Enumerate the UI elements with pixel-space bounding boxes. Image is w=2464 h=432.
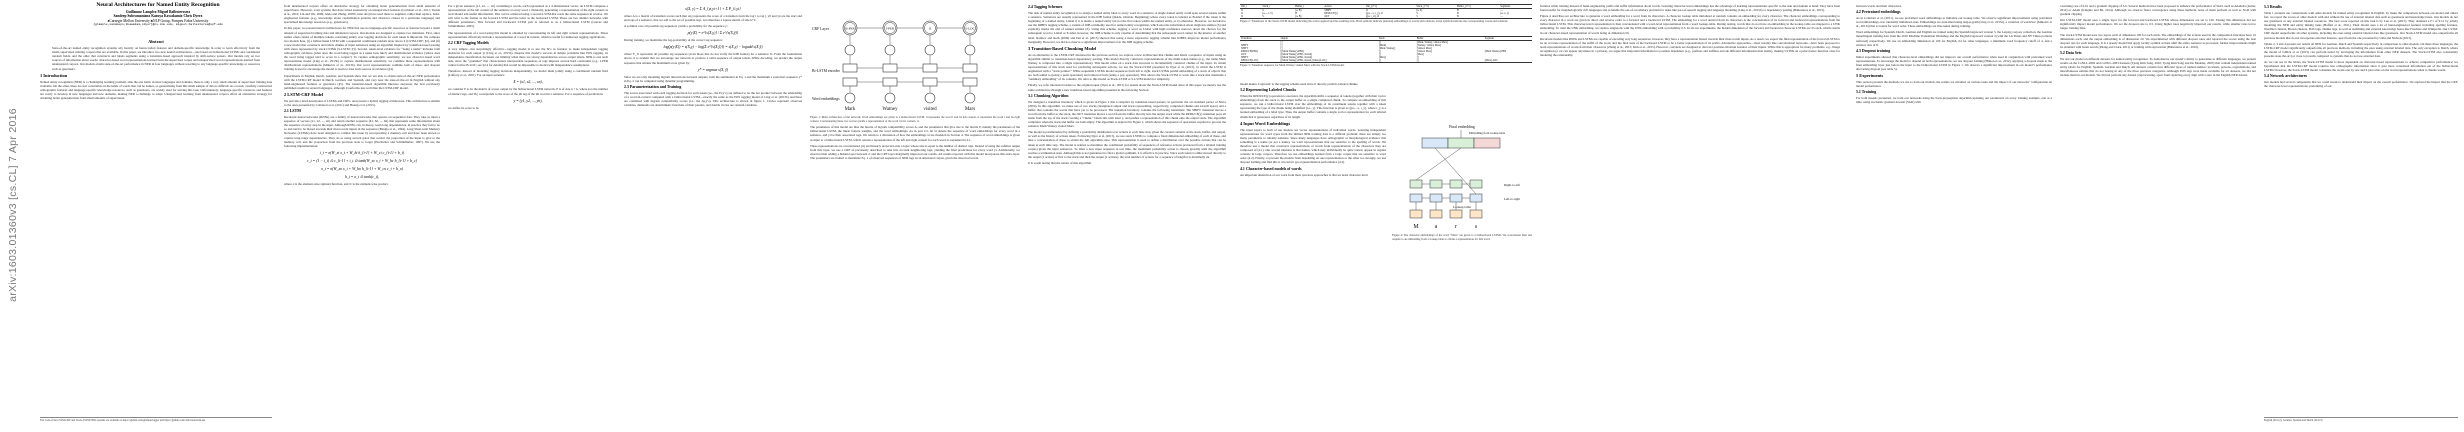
figure-caption: Figure 3: Transition sequence for Mark Watney visited Mars with the Stack-LSTM model. xyxy=(1240,63,1345,67)
column-left xyxy=(1856,4,2052,107)
paragraph: where σ is the element-wise sigmoid function, and ⊙ is the element-wise product. xyxy=(284,181,389,186)
input-character: r xyxy=(1455,224,1457,230)
figure-1 xyxy=(810,6,1020,123)
paragraph: The input layers to both of our models are vector representations of individual words. Learning independent representations for word types from the limited NER training data is a difficult problem: there are simply too many parameters to reliably estimate. Since many languages have orthographic or morphological evidence that something is a name (or not a name), we want representations that are sensitive to the spelling of words. We therefore use a model that constructs representations of words from representations of the characters they are composed of (4.1). Our second intuition is that names, which may individually be quite varied, appear in regular contexts in large corpora. Therefore we use embeddings learned from a large corpus that are sensitive to word order (4.2). Finally, to prevent the models from depending on one representation or the other too strongly, we use dropout training and find this is crucial for good generalization performance (4.3). xyxy=(1240,127,1386,165)
crf-tag-label: B-PER xyxy=(845,26,855,31)
sequence-cell: [] xyxy=(1378,59,1416,63)
input-word: Mark xyxy=(844,107,856,112)
paragraph: model makes it agnostic to the tagging scheme used since it directly predicts labeled chunks. xyxy=(1240,82,1359,86)
equation: X = (x1, x2, ..., xn), xyxy=(513,80,543,85)
backward-lstm-node xyxy=(883,64,897,72)
figure-caption: Figure 1: Main architecture of the network. Word embeddings are given to a bidirectional LSTM. li represents the word i and its left context, ri represents the word i and its right context. Concatenating these two vectors yields a representation of the word i in its context, ci. xyxy=(810,115,1020,123)
paragraph: Finally, we refer interested readers to the original paper (Dyer et al., 2015) for details about the Stack-LSTM model since in this paper we merely use the same architecture through a new transition-based algorithm presented in the following Section. xyxy=(1028,83,1226,92)
backward-output xyxy=(1448,138,1474,148)
transitions-cell: SHIFT xyxy=(1324,9,1332,12)
right-to-left-label: Right-to-left xyxy=(1504,183,1520,187)
backward-char-lstm xyxy=(1470,180,1482,188)
char-embedding xyxy=(1410,210,1422,218)
author-line: Guillaume Lample♠ Miguel Ballesteros♣♠ xyxy=(125,10,191,14)
sequence-cell: (Mark Watney)-PER xyxy=(1484,50,1507,53)
section-heading: 3 Transition-Based Chunking Model xyxy=(1028,45,1097,51)
paragraph: The model is parameterized by defining a probability distribution over actions at each time step, given the current contents of the stack, buffer, and output, as well as the history of actions taken. Following Dyer et al. (2015), we use stack LSTMs to compute a fixed dimensional embedding of each of these, and take a concatenation of these to obtain the full algorithm state. This representation is used to define a distribution over the possible actions that can be taken at each time step. The model is trained to maximize the conditional probability of sequences of reference actions (extracted from a labeled training corpus) given the input sentences. To label a new input sequence at test time, the maximum probability action is chosen greedily until the algorithm reaches a termination state. Although this is not guaranteed to find a global optimum, it is effective in practice. Since each token is either moved directly to the output (1 action) or first to the stack and then the output (2 actions), the total number of actions for a sequence of length n is maximally 2n. xyxy=(1028,130,1226,159)
affiliation: ♠Carnegie Mellon University ♣NLP Group, Pompeu Fabra University xyxy=(107,18,209,23)
char-embedding xyxy=(1430,210,1442,218)
paragraph: Recurrent neural networks (RNNs) are a family of neural networks that operate on sequential data. They take as input a sequence of vectors (x1, x2, ..., xn) and return another sequence (h1, h2, ..., hn) that represents some information about the sequence at every step in the input. Although RNNs can, in theory, learn long dependencies, in practice they fail to do so and tend to be biased towards their most recent inputs in the sequence (Bengio et al., 1994). Long Short-term Memory Networks (LSTMs) have been designed to combat this issue by incorporating a memory-cell and have been shown to capture long-range dependencies. They do so using several gates that control the proportion of the input to give to the memory cell, and the proportion from the previous state to forget (Hochreiter and Schmidhuber, 1997). We use the following implementation: xyxy=(284,115,440,148)
paragraph: In this paper, we present neural architectures for NER that use no language-specific resources or features beyond a small amount of supervised training data and unlabeled corpora. Our models are designed to capture two intuitions. First, since names often consist of multiple tokens, reasoning jointly over tagging decisions for each token is important. We compare two models here, (i) a bidirectional LSTM with a sequential conditional random layer above it (LSTM-CRF; §2), and (ii) a new model that constructs and labels chunks of input sentences using an algorithm inspired by transition-based parsing with states represented by stack LSTMs (S-LSTM; §3). Second, token-level evidence for “being a name” includes both orthographic evidence (what does the word being tagged as a name look like?) and distributional evidence (where does the word being tagged tend to occur in a corpus?). To capture orthographic sensitivity, we use character-based word representation model (Ling et al., 2015b) to capture distributional sensitivity, we combine these representations with distributional representations (Mikolov et al., 2013b). Our word representations combine both of these, and dropout training is used to encourage the model to learn to trust both sources of evidence (§4). xyxy=(284,26,440,72)
paragraph: where A is a matrix of transition scores such that Ai,j represents the score of a transition from the tag i to tag j. y0 and yn are the start and end tags of a sentence, that we add to the set of possible tags. A is therefore a square matrix of size k+2. xyxy=(624,14,802,23)
paragraph: This section presents the methods we use to train our models, the results we obtained on various tasks and the impact of our networks’ configuration on model performance. xyxy=(1856,80,2052,89)
paragraph: The representation of a word using this model is obtained by concatenating its left and right context representations. These representations effectively include a representation of a word in context, which is useful for numerous tagging applications. xyxy=(448,30,608,39)
subsection-heading: 5.1 Training xyxy=(1856,90,1877,95)
sequence-header-cell: Transition xyxy=(1240,37,1280,41)
paragraph: Table 1 presents our comparisons with other models for named entity recognition in English. To make the comparison between our model and others fair, we report the scores of other models with and without the use of external labeled data such as gazetteers and knowledge bases. Our models do not use gazetteers or any external labeled resources. The best score reported on this task is by Luo et al. (2015). They obtained a F1 of 91.2 by jointly modeling the NER and entity linking tasks (Hoffart et al., 2011). Their model uses a lot of hand-engineered features including spelling features, WordNet clusters, Brown clusters, POS tags, chunks tags, as well as stemming and external knowledge bases like Freebase and Wikipedia. Our LSTM-CRF model outperforms all other systems, including the ones using external labeled data like gazetteers. Our Stack-LSTM model also outperforms all previous models that do not incorporate external features, apart from the one presented by Chiu and Nichols (2015). xyxy=(2264,11,2458,40)
bilstm-label: Bi-LSTM encoder xyxy=(812,69,840,73)
input-word: Watney xyxy=(882,107,898,112)
transitions-cell: (u...v, y) xyxy=(1500,12,1509,15)
paragraph: For both models presented, we train our networks using the back-propagation algorithm updating our parameters on every training example, one at a time, using stochastic gradient descent (SGD) with xyxy=(1856,96,2052,105)
sequence-cell: [] xyxy=(1416,59,1484,63)
paragraph: As we can see in the tables, the Stack-LSTM model is more dependent on character-based representations to achieve competitive performance; we hypothesize that the LSTM-CRF model requires less orthographic information since it gets more contextual information out of the bidirectional LSTMs; however, the Stack-LSTM model consumes the words one by one and it just relies on the word representations when it chunks words. xyxy=(2264,60,2458,73)
transitions-cell: B xyxy=(1456,12,1459,15)
transitions-cell: O xyxy=(1240,15,1261,19)
transitions-row xyxy=(1240,15,1532,19)
paragraph: Recurrent models like RNNs and LSTMs are capable of encoding very long sequences, however, they have a representation biased towards their most recent inputs. As a result, we expect the final representation of the forward LSTM to be an accurate representation of the suffix of the word, and the final state of the backward LSTM to be a better representation of its prefix. Alternative approaches—most notably like convolutional networks—have been proposed to learn representations of words from their characters (Zhang et al., 2015; Kim et al., 2015). However, convnets are designed to discover position-invariant features of their inputs. While this is appropriate for many problems, e.g., image recognition (a cat can appear anywhere in a picture), we argue that important information is position dependent (e.g., prefixes and suffixes encode different information than stems), making LSTMs an a priori better function class for modeling the relationship xyxy=(1540,36,1840,58)
transitions-cell: REDUCE(y) xyxy=(1324,12,1338,15)
paragraph: Since we are only modeling bigram interactions between outputs, both the summation in Eq. 1 and the maximum a posteriori sequence y* in Eq. 2 can be computed using dynamic programming. xyxy=(624,74,802,83)
word-lookup-embedding xyxy=(1474,138,1500,148)
subsection-heading: 2.3 Parameterization and Training xyxy=(624,84,682,89)
paragraph: As in Collobert et al. (2011), we use pretrained word embeddings to initialize our lookup table. We observe significant improvements using pretrained word embeddings over randomly initialized ones. Embeddings are pretrained using skip-n-gram (Ling et al., 2015a), a variation of word2vec (Mikolov et al., 2013a) that accounts for word order. These embeddings are fine-tuned during training. xyxy=(1856,16,2052,29)
forward-lstm-node xyxy=(883,78,897,86)
paragraph: Our LSTM-CRF model uses a single layer for the forward and backward LSTMs whose dimensions are set to 100. Tuning this dimension did not significantly impact model performance. We set the dropout rate to 0.5. Using higher rates negatively impacted our results, while smaller rates led to longer training time. xyxy=(2060,18,2256,31)
concat-node xyxy=(965,45,975,55)
input-character: s xyxy=(1474,224,1478,230)
transitions-cell: B xyxy=(1456,15,1499,19)
sequence-cell: [(Mark Watney)-PER, visited] xyxy=(1280,56,1313,59)
paragraph: During training, we maximize the log-probability of the correct tag sequence: xyxy=(624,38,723,43)
transitions-cell: (u, S) xyxy=(1416,9,1423,12)
equation: i_t = σ(W_xi x_t + W_hi h_{t-1} + W_ci c_{t-1} + b_i) xyxy=(319,150,405,155)
sequence-cell: [visited, Mars] xyxy=(1416,50,1433,53)
sequence-cell: REDUCE(LOC) xyxy=(1240,59,1280,63)
transitions-cell: O xyxy=(1241,9,1243,12)
transitions-cell: S xyxy=(1416,12,1418,15)
sequence-cell: [] xyxy=(1280,47,1283,50)
equation: y* = argmax s(X, ỹ) xyxy=(697,67,729,72)
sequence-cell: [(Mark Watney)-PER, visited, (Mars)-LOC] xyxy=(1280,59,1378,63)
column-right xyxy=(1540,4,1840,59)
paragraph: A softmax over all possible tag sequences yields a probability for the sequence y: xyxy=(624,24,728,29)
paragraph: Named entity recognition (NER) is a challenging learning problem. One the one hand, in most languages and domains, there is only a very small amount of supervised training data available. On the other, there are few constraints on the kinds of words that can be names, so generalizing from this small sample of data is difficult. As a result, carefully constructed orthographic features and language-specific knowledge resources, such as gazetteers, are widely used for solving this task. Unfortunately, language-specific resources and features are costly to develop in new languages and new domains, making NER a challenge to adapt. Unsupervised learning from unannotated corpora offers an alternative strategy for obtaining better generalization from small amounts of supervision. xyxy=(40,79,272,101)
concat-node xyxy=(925,45,935,55)
transitions-header-cell: Buffer_t xyxy=(1294,5,1323,9)
column-right xyxy=(448,4,608,112)
column-middle xyxy=(2060,4,2256,79)
column-middle xyxy=(284,4,440,188)
sequence-cell: [] xyxy=(1280,44,1283,47)
transitions-cell: g(u,...,v, r_y), O xyxy=(1365,12,1383,15)
backward-lstm-node xyxy=(843,64,857,72)
edge xyxy=(1416,148,1461,180)
subsection-heading: 2.2 CRF Tagging Models xyxy=(448,40,489,45)
column-left xyxy=(624,4,802,109)
equation: h_t = o_t ⊙ tanh(c_t), xyxy=(344,174,380,179)
sequence-cell: OUT xyxy=(1241,53,1247,56)
paragraph: a learning rate of 0.01 and a gradient clipping of 5.0. Several methods have been proposed to enhance the performance of SGD, such as Adadelta (Zeiler, 2012) or Adam (Kingma and Ba, 2014). Although we observe faster convergence using these methods, none of them perform as well as SGD with gradient clipping. xyxy=(2060,4,2256,17)
column-middle xyxy=(810,4,1020,162)
abstract-text: State-of-the-art named entity recognition systems rely heavily on hand-crafted features and domain-specific knowledge in order to learn effectively from the small, supervised training corpora that are available. In this paper, we introduce two new neural architectures—one based on bidirectional LSTMs and conditional random fields, and the other that constructs and labels segments using a transition-based approach inspired by shift-reduce parsers. Our models rely on two sources of information about words: character-based word representations learned from the supervised corpus and unsupervised word representations learned from unannotated corpora. Our models obtain state-of-the-art performance in NER in four languages without resorting to any language-specific knowledge or resources such as gazetteers. xyxy=(52,46,260,71)
transitions-cell: B xyxy=(1456,9,1459,12)
paragraph: For a given sentence (x1, x2, ..., xn) containing n words, each represented as a d-dimensional vector, an LSTM computes a representation of the left context of the sentence at every word t. Naturally, generating a representation of the right context as well should add useful information. This can be achieved using a second LSTM that reads the same sequence in reverse. We will refer to the former as the forward LSTM and the latter as the backward LSTM. These are two distinct networks with different parameters. This forward and backward LSTM pair is referred to as a bidirectional LSTM (Graves and Schmidhuber, 2005). xyxy=(448,4,608,29)
paragraph: between words and their characters. xyxy=(1856,4,1902,8)
subsection-heading: 5.4 Network architectures xyxy=(2264,74,2307,79)
page-4 xyxy=(1848,0,2464,432)
column-left xyxy=(1240,82,1386,179)
figure-4 xyxy=(1392,82,1532,241)
char-embedding xyxy=(1470,210,1482,218)
transitions-header-cell: Action xyxy=(1323,5,1365,9)
sequence-header-cell: Stack xyxy=(1378,37,1416,41)
equation: s(X, y) = Σ A_{yi,yi+1} + Σ P_{i,yi} xyxy=(685,7,741,11)
paragraph: we define its score to be xyxy=(448,105,479,110)
sequence-cell: [] xyxy=(1378,50,1381,53)
equation: o_t = σ(W_xo x_t + W_ho h_{t-1} + W_co c_t + b_o) xyxy=(320,166,404,171)
figure-caption: Figure 2: Transitions of the Stack-LSTM model indicating the action applied and the resulting state. Bold symbols indicate (learned) embeddings of words and relations, script symbols indicate the corresponding words and relations. xyxy=(1240,19,1509,23)
page-2 xyxy=(616,0,1232,432)
backward-lstm-node xyxy=(963,64,977,72)
paragraph: The stack-LSTM model uses two layers each of dimension 100 for each stack. The embeddings of the actions used in the composition functions have 16 dimensions each, and the output embedding is of dimension 20. We experimented with different dropout rates and reported the scores using the best dropout rate for each language. It is a greedy model that apply locally optimal actions until the entire sentence is processed, further improvements might be obtained with beam search (Zhang and Clark, 2011) or training with exploration (Ballesteros et al., 2016). xyxy=(2060,32,2256,49)
forward-output xyxy=(1422,138,1448,148)
sequence-cell: [(Mark Watney)-PER, visited] xyxy=(1280,53,1313,56)
sequence-cell: [Mark, Watney] xyxy=(1378,47,1396,50)
figure-2 xyxy=(1240,4,1532,24)
transitions-header-cell: Segments xyxy=(1499,5,1532,9)
sequence-cell: SHIFT xyxy=(1241,47,1249,50)
figure-4-diagram xyxy=(1392,82,1532,232)
subsection-heading: 5.2 Data Sets xyxy=(2060,50,2082,55)
subsection-heading: 4.2 Pretrained embeddings xyxy=(1856,10,1901,15)
section-heading: 4 Input Word Embeddings xyxy=(1240,120,1291,126)
abstract-heading: Abstract xyxy=(148,39,164,44)
author-line: Sandeep Subramanian♠ Kazuya Kawakami♠ Chris Dyer♠ xyxy=(113,14,203,19)
paragraph: from unannotated corpora offers an alternative strategy for obtaining better generalization from small amounts of supervision. However, even systems that have relied extensively on unsupervised features (Collobert et al., 2011; Turian et al., 2010; Lin and Wu, 2009; Ando and Zhang, 2005b, inter alia) have used these to augment, rather than replace, hand-engineered features (e.g., knowledge about capitalization patterns and character classes in a particular language) and specialized knowledge resources (e.g., gazetteers). xyxy=(284,4,440,25)
sequence-cell: (Mars)-LOC xyxy=(1484,59,1532,63)
transitions-header-cell: Buffer_{t+1} xyxy=(1456,5,1499,9)
paper-title: Neural Architectures for Named Entity Recognition xyxy=(96,2,220,8)
char-embedding xyxy=(1450,210,1462,218)
transitions-cell: OUT xyxy=(1323,15,1365,19)
transitions-cell: — xyxy=(1499,15,1532,19)
transitions-cell: S xyxy=(1262,9,1264,12)
paragraph: we consider P to be the matrix of scores output by the bidirectional LSTM network. P is of size n × k, where k is the number of distinct tags, and Pi,j corresponds to the score of the jth tag of the ith word in a sentence. For a sequence of predictions xyxy=(448,87,608,96)
equation: y = (y1, y2, ..., yn), xyxy=(513,98,543,103)
emails: {glample,sandeeps,kkawakam,cdyer}@cs.cmu.edu, miguel.ballesteros@upf.edu xyxy=(93,23,223,27)
paragraph: Initial experiments showed that character-level embeddings did not improve our overall performance when used in conjunction with pretrained word representations. To encourage the model to depend on both representations, we use dropout training (Hinton et al., 2012), applying a dropout mask to the final embedding layer just before the input to the bidirectional LSTM in Figure 1. We observe a significant improvement in our model’s performance after using dropout (see table 5). xyxy=(1856,54,2052,72)
transitions-cell: (u, B) xyxy=(1295,9,1302,12)
backward-char-lstm xyxy=(1410,180,1422,188)
sequence-cell: [(Mark Watney)-PER] xyxy=(1280,50,1304,53)
transitions-cell: — xyxy=(1500,9,1503,12)
forward-char-lstm xyxy=(1450,194,1462,202)
section-heading: 1 Introduction xyxy=(40,72,68,78)
transitions-cell: (u,...,v, S) xyxy=(1262,12,1273,15)
backward-lstm-node xyxy=(923,64,937,72)
page-1 xyxy=(0,0,616,432)
paragraph: Tables 2, 3 and 4 present our results on NER for German, Dutch and Spanish respectively in comparison to other models. On these three languages, the LSTM-CRF model significantly outperforms all previous methods, including the ones using external labeled data. The only exception is Dutch, where the model of Gillick et al. (2015) can perform better by leveraging the information from other NER datasets. The Stack-LSTM also consistently presents state-the-art (or close to) results compared to systems that do not use external data. xyxy=(2264,41,2458,58)
sequence-cell: [Watney, visited, Mars] xyxy=(1416,44,1441,47)
transitions-header-cell: Out_t xyxy=(1240,5,1261,9)
paragraph: A very simple—but surprisingly effective—tagging model is to use the ht’s as features to make independent tagging decisions for each output yt (Ling et al., 2015b). Despite this model’s success in simple problems like POS tagging, its independent classification decisions are limiting when there are strong dependencies across output labels. NER is one such task, since the “grammar” that characterizes interpretable sequences of tags imposes several hard constraints (e.g., I-PER cannot follow B-LOC; see §2.4 for details) that would be impossible to model with independence assumptions. xyxy=(448,46,608,68)
equation: log(p(y|X)) = s(X,y) − log(Σ e^{s(X,ỹ)}) = s(X,y) − logadd s(X,ỹ) xyxy=(663,45,763,50)
subsection-heading: 3.2 Representing Labeled Chunks xyxy=(1240,88,1297,93)
transitions-cell: S xyxy=(1261,15,1294,19)
word-embedding-node xyxy=(885,93,895,103)
subsection-heading: 2.1 LSTM xyxy=(284,109,301,114)
transitions-cell: B xyxy=(1295,12,1297,15)
forward-lstm-node xyxy=(963,78,977,86)
equation: c_t = (1 − i_t) ⊙ c_{t-1} + i_t ⊙ tanh(W_xc x_t + W_hc h_{t-1} + b_c) xyxy=(307,158,417,163)
backward-char-lstm xyxy=(1430,180,1442,188)
paragraph: We provide a brief description of LSTMs and CRFs, and present a hybrid tagging architecture. This architecture is similar to the ones presented by Collobert et al. (2011) and Huang et al. (2015). xyxy=(284,98,440,107)
forward-lstm-node xyxy=(843,78,857,86)
paragraph: Word embeddings for Spanish, Dutch, German and English are trained using the Spanish Gigaword version 3, the Leipzig corpora collection, the German monolingual training data from the 2010 Machine Translation Workshop and the English Gigaword version 4 (with the LA Times and NY Times portions removed) respectively. We use an embedding dimension of 100 for English, 64 for other languages, a minimum word frequency cutoff of 4, and a window size of 8. xyxy=(1856,30,2052,47)
word-embedding-node xyxy=(965,93,975,103)
paragraph: It is worth noting that the nature of this algorithm xyxy=(1028,160,1092,165)
paragraph: When the REDUCE(y) operation is executed, the algorithm shifts a sequence of tokens (together with their vector embeddings) from the stack to the output buffer as a single completed chunk. To compute an embedding of this sequence, we run a bidirectional LSTM over the embeddings of its constituent tokens together with a token representing the type of the chunk being identified (i.e., y). This function is given as g(u,...,v, r_y), where r_y is a learned embedding of a label type. Thus, the output buffer contains a single vector representation for each labeled chunk that is generated, regardless of its length. xyxy=(1240,94,1386,119)
paragraph: These representations are concatenated (ci) and linearly projected onto a layer whose size is equal to the number of distinct tags. Instead of using the softmax output from this layer, we use a CRF as previously described to take into account neighboring tags, yielding the final predictions for every word yi. Additionally, we observed that adding a hidden layer between ci and the CRF layer marginally improved our results. All results reported with this model incorporate this extra-layer. The parameters are trained to maximize Eq. 1 of observed sequences of NER tags in an annotated corpus, given the observed words. xyxy=(810,143,1020,160)
transitions-header-cell: Stack_{t+1} xyxy=(1415,5,1456,9)
subsection-heading: 5.3 Results xyxy=(2264,5,2282,9)
transitions-header-cell: Stack_t xyxy=(1261,5,1294,9)
transitions-cell: g(u, r_∅), O xyxy=(1365,15,1415,19)
author-block xyxy=(40,10,276,28)
transitions-header-cell: Out_{t+1} xyxy=(1365,5,1415,9)
transitions-cell: O xyxy=(1365,9,1368,12)
transitions-cell: S xyxy=(1415,15,1456,19)
paragraph: Figure 4 describes our architecture to generate a word embedding for a word from its characters. A character lookup table initialized at random contains an embedding for every character. The character embeddings corresponding to every character in a word are given in direct and reverse order to a forward and a backward LSTM. The embedding for a word derived from its characters is the concatenation of its forward and backward representations from the bidirectional LSTM. This character-level representation is then concatenated with a word-level representation from a word lookup-table. During testing, words that do not have an embedding in the lookup table are mapped to a UNK embedding. To train the UNK embedding, we replace singletons with the UNK embedding with a probability 0.5. In all our experiments, the hidden dimension of the forward and backward character LSTMs are 25 each, which results in our character-based representation of words being of dimension 50. xyxy=(1540,14,1840,35)
column-left xyxy=(40,38,272,102)
sequence-cell: [] xyxy=(1378,41,1381,44)
forward-char-lstm xyxy=(1410,194,1422,202)
forward-char-lstm xyxy=(1430,194,1442,202)
subsection-heading: 4.3 Dropout training xyxy=(1856,48,1891,53)
section-heading: 5 Experiments xyxy=(1856,73,1884,79)
sequence-cell: [Mars] xyxy=(1378,56,1386,59)
paragraph: The scores associated with each tagging decision for each token (i.e., the Pi,y’s) are defined to be the dot product between the embedding of a word-in-context computed with a bidirectional LSTM—exactly the same as the POS tagging model of Ling et al. (2015b) and these are combined with bigram compatibility scores (i.e., the Ay,y’s). This architecture is shown in figure 1. Circles represent observed variables, diamonds are deterministic functions of their parents, and double circles are random variables. xyxy=(624,90,802,108)
subsection-heading: 4.1 Character-based models of words xyxy=(1240,166,1302,171)
left-to-right-label: Left-to-right xyxy=(1504,197,1520,201)
equation: p(y|X) = e^{s(X,y)} / Σ e^{s(X,ỹ)} xyxy=(687,31,739,36)
transitions-cell: (u, B) xyxy=(1294,15,1323,19)
lookup-embedding-label: Embedding from lookup table xyxy=(1468,131,1506,135)
sequence-cell: [Mars] xyxy=(1416,53,1424,56)
lookup-table-label: Lookup table xyxy=(1453,205,1471,209)
sequence-header-cell: Buffer xyxy=(1416,37,1484,41)
transition-sequence-table xyxy=(1240,36,1532,63)
paragraph: The task of named entity recognition is to assign a named entity label to every word in a sentence. A single named entity could span several tokens within a sentence. Sentences are usually represented in the IOB format (Inside, Outside, Beginning) where every token is labeled as B-label if the token is the beginning of a named entity, I-label if it is inside a named entity but not the first token within the named entity, or O otherwise. However, we decided to use the IOBES tagging scheme, a variant of IOB commonly used for named entity recognition, which encodes information about singleton entities (S) and explicitly marks the end of named entities (E). Using this scheme, tagging a word as I-label with high-confidence narrows down the choices for the subsequent word to I-label or E-label, however, the IOB scheme is only capable of determining that the subsequent word cannot be the interior of another label. Ratinov and Roth (2009) and Dai et al. (2015) showed that using a more expressive tagging scheme like IOBES improves model performance marginally. However, we did not observe a significant improvement over the IOB tagging scheme. xyxy=(1028,11,1226,44)
sequence-cell: [] xyxy=(1378,53,1381,56)
sequence-cell: [Mark] xyxy=(1378,44,1387,47)
column-right xyxy=(2264,4,2458,91)
subsection-heading: 3.1 Chunking Algorithm xyxy=(1028,93,1069,98)
figure-3 xyxy=(1240,36,1532,68)
paragraph: Our models had several components that we could tweak to understand their impact on the overall performance. We explored the impact that the CRF, the character-level representations, pretraining of our xyxy=(2264,80,2458,89)
embedding-label: Word embeddings xyxy=(812,97,840,101)
figure-caption: Figure 4: The character embeddings of the word “Mars” are given to a bidirectional LSTMs. We concatenate their last outputs to an embedding from a lookup table to obtain a representation for this word. xyxy=(1392,233,1532,241)
paragraph: where Y_X represents all possible tag sequences (even those that do not verify the IOB format) for a sentence X. From the formulation above, it is evident that we encourage our network to produce a valid sequence of output labels. While decoding, we predict the output sequence that obtains the maximum score given by: xyxy=(624,52,802,65)
column-right xyxy=(1028,4,1226,167)
paragraph: We designed a transition inventory which is given in Figure 2 that is inspired by transition-based parsers, in particular the arc-standard parser of Nivre (2004). In this algorithm, we make use of two stacks (designated output and stack representing, respectively, completed chunks and scratch space) and a buffer that contains the words that have yet to be processed. The transition inventory contains the following transitions: The SHIFT transition moves a word from the buffer to the stack, the OUT transition moves a word from the buffer directly into the output stack while the REDUCE(y) transition pops all items from the top of the stack creating a “chunk,” labels this with label y, and pushes a representation of this chunk onto the output stack. The algorithm completes when the stack and buffer are both empty. The algorithm is depicted in Figure 2, which shows the sequence of operations required to process the sentence Mark Watney visited Mars. xyxy=(1028,99,1226,129)
sequence-cell: [Mark, Watney, visited, Mars] xyxy=(1416,41,1448,44)
sequence-cell: SHIFT xyxy=(1241,44,1249,47)
crf-tag-label: O xyxy=(928,26,932,31)
sequence-header-cell: Segment xyxy=(1484,37,1532,41)
crf-tag-label: S-LOC xyxy=(965,26,975,31)
paragraph: Experiments in English, Dutch, German, and Spanish show that we are able to obtain state-of-the-art NER performance with the LSTM-CRF model in Dutch, German, and Spanish, and very near the state-of-the-art in English without any hand-engineered features or gazetteers (§5). The transition-based algorithm likewise surpasses the best previously published results in several languages, although it performs less well than the LSTM-CRF model. xyxy=(284,73,440,90)
sequence-cell: SHIFT xyxy=(1241,56,1249,59)
crf-tag-label: I-PER xyxy=(885,26,895,31)
subsection-heading: 2.4 Tagging Schemes xyxy=(1028,5,1063,9)
paragraph: Therefore, instead of modeling tagging decisions independently, we model them jointly using a conditional random field (Lafferty et al., 2001). For an input sentence xyxy=(448,69,608,78)
arxiv-stamp: arXiv:1603.01360v3 [cs.CL] 7 Apr 2016 xyxy=(7,108,19,302)
word-embedding-node xyxy=(925,93,935,103)
footnote: English (D=0.2), German, Spanish and Dutch (D=0.3) xyxy=(2264,417,2458,422)
sequence-cell: [] xyxy=(1416,56,1419,59)
paragraph: The parameters of this model are thus the matrix of bigram compatibility scores A, and the parameters that give rise to the matrix P, namely the parameters of the bidirectional LSTM, the linear feature weights, and the word embeddings. As in part 2.2, let xi denote the sequence of word embeddings for every word in a sentence, and yi be their associated tags. We return to a discussion of how the embeddings xi are modeled in Section 4. The sequence of word embeddings is given as input to a bidirectional LSTM, which returns a representation of the left and right context for each word as explained in 2.1. xyxy=(810,125,1020,142)
sequence-row xyxy=(1240,59,1532,63)
sequence-cell: [] xyxy=(1280,41,1283,44)
paragraph: As an alternative to the LSTM-CRF discussed in the previous section, we explore a new architecture that chunks and labels a sequence of inputs using an algorithm similar to transition-based dependency parsing. This model directly constructs representations of the multi-token names (e.g., the name Mark Watney is composed into a single representation). This model relies on a stack data structure to incrementally construct chunks of the input. To obtain representations of this stack used for predicting subsequent actions, we use the Stack-LSTM presented by Dyer et al. (2015), in which the LSTM is augmented with a “stack pointer.” While sequential LSTMs model sequences from left to right, stack LSTMs permit embedding of a stack of objects that are both added to (using a push operation) and removed from (using a pop operation). This allows the Stack-LSTM to work like a stack that maintains a “summary embedding” of its contents. We refer to this model as Stack-LSTM or S-LSTM model for simplicity. xyxy=(1028,52,1226,82)
sequence-cell: [visited, Mars] xyxy=(1416,47,1433,50)
forward-lstm-node xyxy=(923,78,937,86)
concat-node xyxy=(845,45,855,55)
sequence-header-cell: Output xyxy=(1280,37,1378,41)
figure-1-diagram xyxy=(810,6,1020,114)
paragraph: features while training instead of hand-engineering prefix and suffix information about words. Learning character-level embeddings has the advantage of learning representations specific to the task and domain at hand. They have been found useful for morphologically rich languages and to handle the out-of-vocabulary problem for tasks like part-of-speech tagging and language modeling (Ling et al., 2015b) or dependency parsing (Ballesteros et al., 2015). xyxy=(1540,4,1840,13)
transitions-cell: O xyxy=(1241,12,1243,15)
input-character: a xyxy=(1434,224,1438,230)
paragraph: An important distinction of our work from most previous approaches is that we learn character-level xyxy=(1240,172,1368,177)
transitions-table xyxy=(1240,4,1532,19)
section-heading: 2 LSTM-CRF Model xyxy=(284,91,324,97)
paragraph: We test our model on different datasets for named entity recognition. To demonstrate our model’s ability to generalize to different languages, we present results on the CoNLL-2002 and CoNLL-2003 datasets (Tjong Kim Sang, 2002; Tjong Kim Sang and De Meulder, 2003) that contain independent named entity labels for English, Spanish, German and Dutch. All datasets contain four different types of named entities: locations, persons, organizations, and miscellaneous entities that do not belong in any of the three previous categories. Although POS tags were made available for all datasets, we did not include them in our models. We did not perform any dataset preprocessing, apart from replacing every digit with a zero in the English NER dataset. xyxy=(2060,56,2256,78)
word-embedding-node xyxy=(845,93,855,103)
input-character: M xyxy=(1413,224,1419,230)
concat-node xyxy=(885,45,895,55)
backward-char-lstm xyxy=(1450,180,1462,188)
footnote: The code of the LSTM-CRF and Stack-LSTM NER systems are available at https://github.com/glample/tagger and https://github.com/clab/stack-lstm-ner xyxy=(40,417,272,422)
crf-layer-label: CRF Layer xyxy=(812,27,829,31)
input-word: visited xyxy=(923,107,937,112)
page-3 xyxy=(1232,0,1848,432)
final-embedding-label: Final embedding xyxy=(1449,125,1475,129)
sequence-cell: REDUCE(PER) xyxy=(1241,50,1258,53)
input-word: Mars xyxy=(964,107,976,112)
forward-char-lstm xyxy=(1470,194,1482,202)
